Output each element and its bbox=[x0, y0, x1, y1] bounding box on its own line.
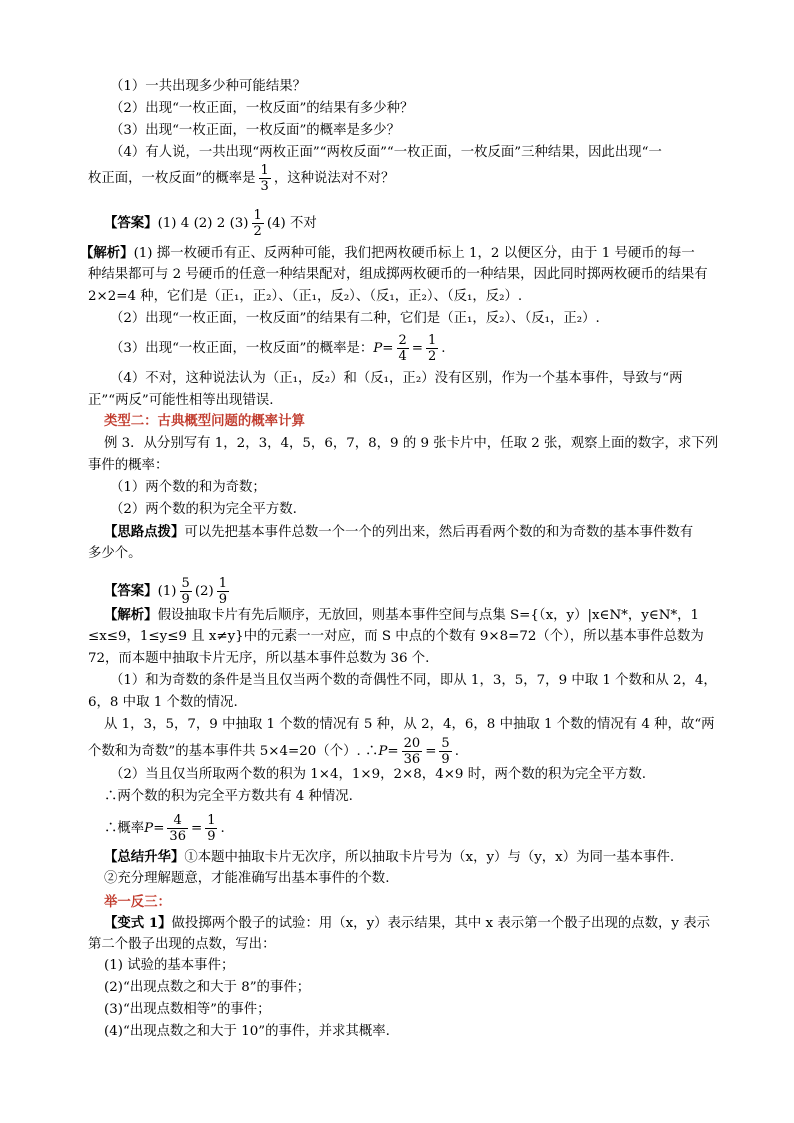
question-1: （1）一共出现多少种可能结果？ bbox=[110, 79, 306, 94]
analysis-1-line-6: （4）不对，这种说法认为（正₁，反₂）和（反₁，正₂）没有区别，作为一个基本事件，导致与“两 bbox=[110, 371, 683, 386]
analysis-2-l10-text: ∴概率 bbox=[104, 821, 145, 836]
fraction bbox=[217, 576, 229, 607]
analysis-2-line-10: ∴概率P= $\frac{4}{36}$ = $\frac{1}{9}$ . bbox=[104, 813, 225, 844]
q4-frac-den: 3 bbox=[260, 179, 269, 194]
summary-label: 【总结升华】 bbox=[104, 849, 185, 865]
example-3-question-1: （1）两个数的和为奇数； bbox=[110, 480, 266, 495]
frac-num: 1 bbox=[253, 208, 262, 223]
example-3-line-2: 事件的概率： bbox=[88, 458, 169, 473]
analysis-2-line-6: 从 1，3，5，7，9 中抽取 1 个数的情况有 5 种，从 2，4，6，8 中抽取 1 个数的情况有 4 种，故“两 bbox=[104, 717, 715, 732]
frac-den: 9 bbox=[218, 592, 228, 607]
fraction bbox=[397, 333, 409, 364]
answer-label: 【答案】 bbox=[104, 583, 158, 599]
q4-fraction bbox=[259, 163, 271, 194]
fraction bbox=[426, 333, 438, 364]
answer-1-post: (4) 不对 bbox=[266, 216, 317, 231]
analysis-2-l7-text: 个数和为奇数”的基本事件共 5×4=20（个）. ∴ bbox=[88, 744, 379, 759]
answer-2-part-1: (1) bbox=[157, 584, 177, 599]
frac-den: 4 bbox=[398, 349, 407, 364]
frac-num: 1 bbox=[218, 576, 228, 591]
frac-num: 1 bbox=[428, 333, 437, 348]
q4-text-post: ，这种说法对不对？ bbox=[273, 171, 395, 186]
frac-den: 9 bbox=[441, 752, 450, 767]
analysis-1-line-2: 种结果都可与 2 号硬币的任意一种结果配对，组成掷两枚硬币的一种结果，因此同时掷两枚硬币的结果有 bbox=[88, 267, 708, 282]
analysis-2-line-9: ∴两个数的积为完全平方数共有 4 种情况. bbox=[104, 789, 353, 804]
frac-den: 2 bbox=[253, 224, 262, 239]
hint-line-1 bbox=[104, 523, 744, 542]
analysis-2-line-5: 6，8 中取 1 个数的情况. bbox=[88, 695, 238, 710]
prob-symbol: P bbox=[144, 821, 154, 836]
prob-symbol: P bbox=[378, 744, 388, 759]
frac-num: 2 bbox=[398, 333, 407, 348]
variant-1-question-1: (1) 试验的基本事件； bbox=[104, 958, 235, 973]
fraction bbox=[402, 736, 423, 767]
hint-line-2: 多少个。 bbox=[88, 546, 142, 561]
question-4-line-2 bbox=[88, 163, 728, 194]
frac-num: 5 bbox=[181, 576, 190, 591]
frac-den: 36 bbox=[403, 752, 421, 767]
fraction bbox=[180, 576, 192, 607]
analysis-2-line-7: 个数和为奇数”的基本事件共 5×4=20（个）. ∴P= $\frac{20}{36}$ = $\frac{5}{9}$ . bbox=[88, 736, 459, 767]
section-heading-type-2: 类型二：古典概型问题的概率计算 bbox=[104, 413, 305, 429]
analysis-2-text: 假设抽取卡片有先后顺序，无放回，则基本事件空间与点集 S={（x，y）|x∈N*，y∈N*，1 bbox=[157, 608, 700, 623]
analysis-1-line-7: 正”“两反”可能性相等出现错误. bbox=[88, 393, 274, 408]
example-3-question-2: （2）两个数的积为完全平方数. bbox=[110, 502, 297, 517]
fraction bbox=[167, 813, 188, 844]
frac-den: 9 bbox=[181, 592, 190, 607]
q4-frac-num: 1 bbox=[260, 163, 269, 178]
prob-symbol: P bbox=[373, 341, 383, 356]
analysis-label: 【解析】 bbox=[104, 607, 158, 623]
variant-1-question-4: (4)“出现点数之和大于 10”的事件，并求其概率. bbox=[104, 1024, 390, 1039]
analysis-2-line-8: （2）当且仅当所取两个数的积为 1×4，1×9，2×8，4×9 时，两个数的积为完全平方数. bbox=[110, 767, 647, 782]
practice-heading: 举一反三： bbox=[104, 894, 171, 910]
analysis-2-line-4: （1）和为奇数的条件是当且仅当两个数的奇偶性不同，即从 1，3，5，7，9 中取 1 个数和从 2，4， bbox=[110, 673, 717, 688]
answer-label: 【答案】 bbox=[104, 215, 158, 231]
question-3: （3）出现“一枚正面，一枚反面”的概率是多少？ bbox=[110, 123, 401, 138]
answer-2 bbox=[104, 576, 744, 607]
frac-den: 2 bbox=[428, 349, 437, 364]
example-3-line-1: 例 3．从分别写有 1，2，3，4，5，6，7，8，9 的 9 张卡片中，任取 2 张，观察上面的数字，求下列 bbox=[104, 436, 719, 451]
analysis-1-line-3: 2×2=4 种，它们是（正₁，正₂）、（正₁，反₂）、（反₁，正₂）、（反₁，反₂）. bbox=[88, 289, 523, 304]
question-2: （2）出现“一枚正面，一枚反面”的结果有多少种？ bbox=[110, 101, 414, 116]
variant-1-question-3: (3)“出现点数相等”的事件； bbox=[104, 1002, 271, 1017]
frac-num: 4 bbox=[173, 813, 182, 828]
frac-den: 36 bbox=[169, 829, 186, 844]
hint-text: 可以先把基本事件总数一个一个的列出来，然后再看两个数的和为奇数的基本事件数有 bbox=[184, 525, 694, 540]
summary-text: ①本题中抽取卡片无次序，所以抽取卡片号为（x，y）与（y，x）为同一基本事件. bbox=[184, 850, 675, 865]
frac-den: 9 bbox=[207, 829, 216, 844]
variant-1-line-2: 第二个骰子出现的点数，写出： bbox=[88, 937, 276, 952]
fraction bbox=[439, 736, 451, 767]
frac-num: 1 bbox=[207, 813, 216, 828]
summary-line-1 bbox=[104, 848, 744, 867]
analysis-2-line-2: ≤x≤9，1≤y≤9 且 x≠y}中的元素一一对应，而 S 中点的个数有 9×8=72（个），所以基本事件总数为 bbox=[88, 629, 704, 644]
frac-num: 5 bbox=[441, 736, 450, 751]
analysis-1-line-4: （2）出现“一枚正面，一枚反面”的结果有二种，它们是（正₁，反₂）、（反₁，正₂）. bbox=[110, 311, 600, 326]
analysis-2-line-3: 72，而本题中抽取卡片无序，所以基本事件总数为 36 个. bbox=[88, 651, 430, 666]
variant-1-question-2: (2)“出现点数之和大于 8”的事件； bbox=[104, 980, 311, 995]
analysis-label: 【解析】 bbox=[80, 245, 134, 261]
variant-1-text: 做投掷两个骰子的试验：用（x，y）表示结果，其中 x 表示第一个骰子出现的点数，y 表示 bbox=[171, 916, 711, 931]
answer-1-pre: (1) 4 (2) 2 (3) bbox=[157, 216, 249, 231]
frac-num: 20 bbox=[403, 736, 421, 751]
analysis-1-l5-text: （3）出现“一枚正面，一枚反面”的概率是： bbox=[110, 341, 374, 356]
analysis-1-line-1 bbox=[80, 244, 720, 263]
summary-line-2: ②充分理解题意，才能准确写出基本事件的个数. bbox=[104, 871, 390, 886]
variant-1-line-1 bbox=[104, 914, 744, 933]
answer-2-part-2: (2) bbox=[194, 584, 214, 599]
analysis-2-line-1 bbox=[104, 606, 744, 625]
fraction bbox=[205, 813, 217, 844]
analysis-1-text: (1) 掷一枚硬币有正、反两种可能，我们把两枚硬币标上 1，2 以便区分，由于 1 号硬币的每一 bbox=[133, 246, 695, 261]
question-4-line-1: （4）有人说，一共出现“两枚正面”“两枚反面”“一枚正面，一枚反面”三种结果，因此出现“一 bbox=[110, 145, 662, 160]
answer-1 bbox=[104, 208, 744, 239]
analysis-1-line-5: （3）出现“一枚正面，一枚反面”的概率是：P= $\frac{2}{4}$ = $\frac{1}{2}$ . bbox=[110, 333, 446, 364]
hint-label: 【思路点拨】 bbox=[104, 524, 185, 540]
answer-1-fraction bbox=[252, 208, 264, 239]
variant-label: 【变式 1】 bbox=[104, 915, 172, 931]
q4-text-pre: 枚正面，一枚反面”的概率是 bbox=[88, 171, 256, 186]
